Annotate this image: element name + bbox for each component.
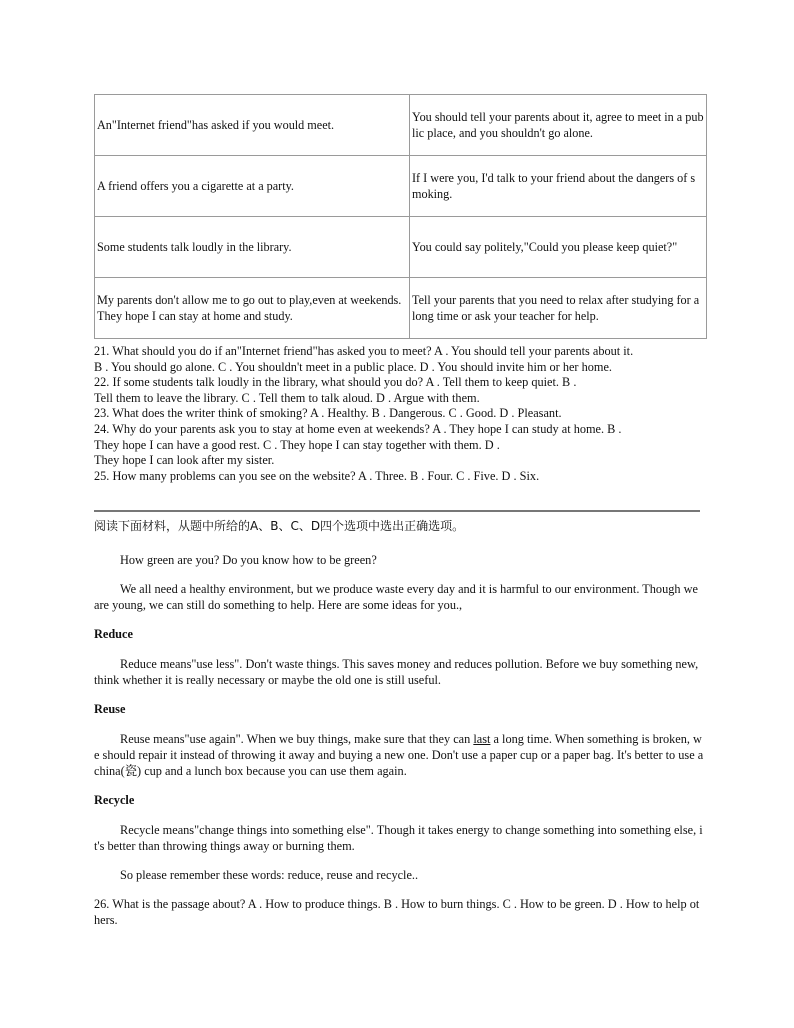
questions-21-25 [94, 344, 704, 484]
table-row [95, 217, 707, 278]
reduce-paragraph: Reduce means"use less". Don't waste things. This saves money and reduces pollution. Before we buy something new, think whether it is really necessary or maybe the old one is still useful. [94, 657, 699, 687]
section-heading-recycle: Recycle [94, 793, 135, 807]
reading-passage [94, 518, 704, 928]
reuse-text: Reuse means"use again". When we buy things, make sure that they can [120, 732, 474, 746]
question-line: 21. What should you do if an"Internet friend"has asked you to meet? A . You should tell your parents about it. [94, 344, 634, 358]
instruction-text: 阅读下面材料，从题中所给的A、B、C、D四个选项中选出正确选项。 [94, 519, 465, 533]
table-row [95, 95, 707, 156]
reuse-text: a long time. When something is broken, we should repair it instead of throwing it away and buying a new one. Don't use a paper cup or a paper bag. It's better to use a china(瓷) cup and a lunch box because you can use them again. [94, 732, 704, 778]
advice-cell: Tell your parents that you need to relax after studying for a long time or ask your teacher for help. [410, 278, 707, 339]
question-line: 25. How many problems can you see on the website? A . Three. B . Four. C . Five. D . Six. [94, 468, 540, 483]
question-line: 24. Why do your parents ask you to stay at home even at weekends? A . They hope I can study at home. B . [94, 421, 622, 436]
question-line: 22. If some students talk loudly in the library, what should you do? A . Tell them to keep quiet. B . [94, 375, 577, 390]
intro-paragraph: We all need a healthy environment, but we produce waste every day and it is harmful to our environment. Though we are young, we can still do something to help. Here are some ideas for you., [94, 582, 698, 612]
problems-table [94, 94, 707, 339]
advice-cell: You could say politely,"Could you please keep quiet?" [410, 217, 707, 278]
advice-cell: If I were you, I'd talk to your friend about the dangers of smoking. [410, 156, 707, 217]
recycle-paragraph: Recycle means"change things into something else". Though it takes energy to change something into something else, it's better than throwing things away or burning them. [94, 823, 703, 853]
problem-cell: A friend offers you a cigarette at a party. [95, 156, 410, 217]
question-line: Tell them to leave the library. C . Tell them to talk aloud. D . Argue with them. [94, 390, 480, 405]
table-row [95, 278, 707, 339]
problem-cell: My parents don't allow me to go out to play,even at weekends. They hope I can stay at home and study. [95, 278, 410, 339]
question-26: 26. What is the passage about? A . How to produce things. B . How to burn things. C . How to be green. D . How to help others. [94, 897, 700, 927]
section-divider [94, 510, 700, 512]
table-row [95, 156, 707, 217]
question-line: B . You should go alone. C . You shouldn't meet in a public place. D . You should invite him or her home. [94, 359, 612, 374]
intro-paragraph: How green are you? Do you know how to be green? [120, 553, 377, 567]
question-line: They hope I can look after my sister. [94, 453, 275, 468]
problem-cell: An"Internet friend"has asked if you would meet. [95, 95, 410, 156]
closing-paragraph: So please remember these words: reduce, reuse and recycle.. [120, 868, 419, 882]
section-heading-reduce: Reduce [94, 627, 133, 641]
section-heading-reuse: Reuse [94, 702, 126, 716]
question-line: 23. What does the writer think of smoking? A . Healthy. B . Dangerous. C . Good. D . Pleasant. [94, 406, 562, 421]
underlined-word: last [473, 732, 491, 746]
problem-cell: Some students talk loudly in the library. [95, 217, 410, 278]
reuse-paragraph [94, 731, 704, 779]
advice-cell: You should tell your parents about it, agree to meet in a public place, and you shouldn't go alone. [410, 95, 707, 156]
question-line: They hope I can have a good rest. C . They hope I can stay together with them. D . [94, 437, 500, 452]
